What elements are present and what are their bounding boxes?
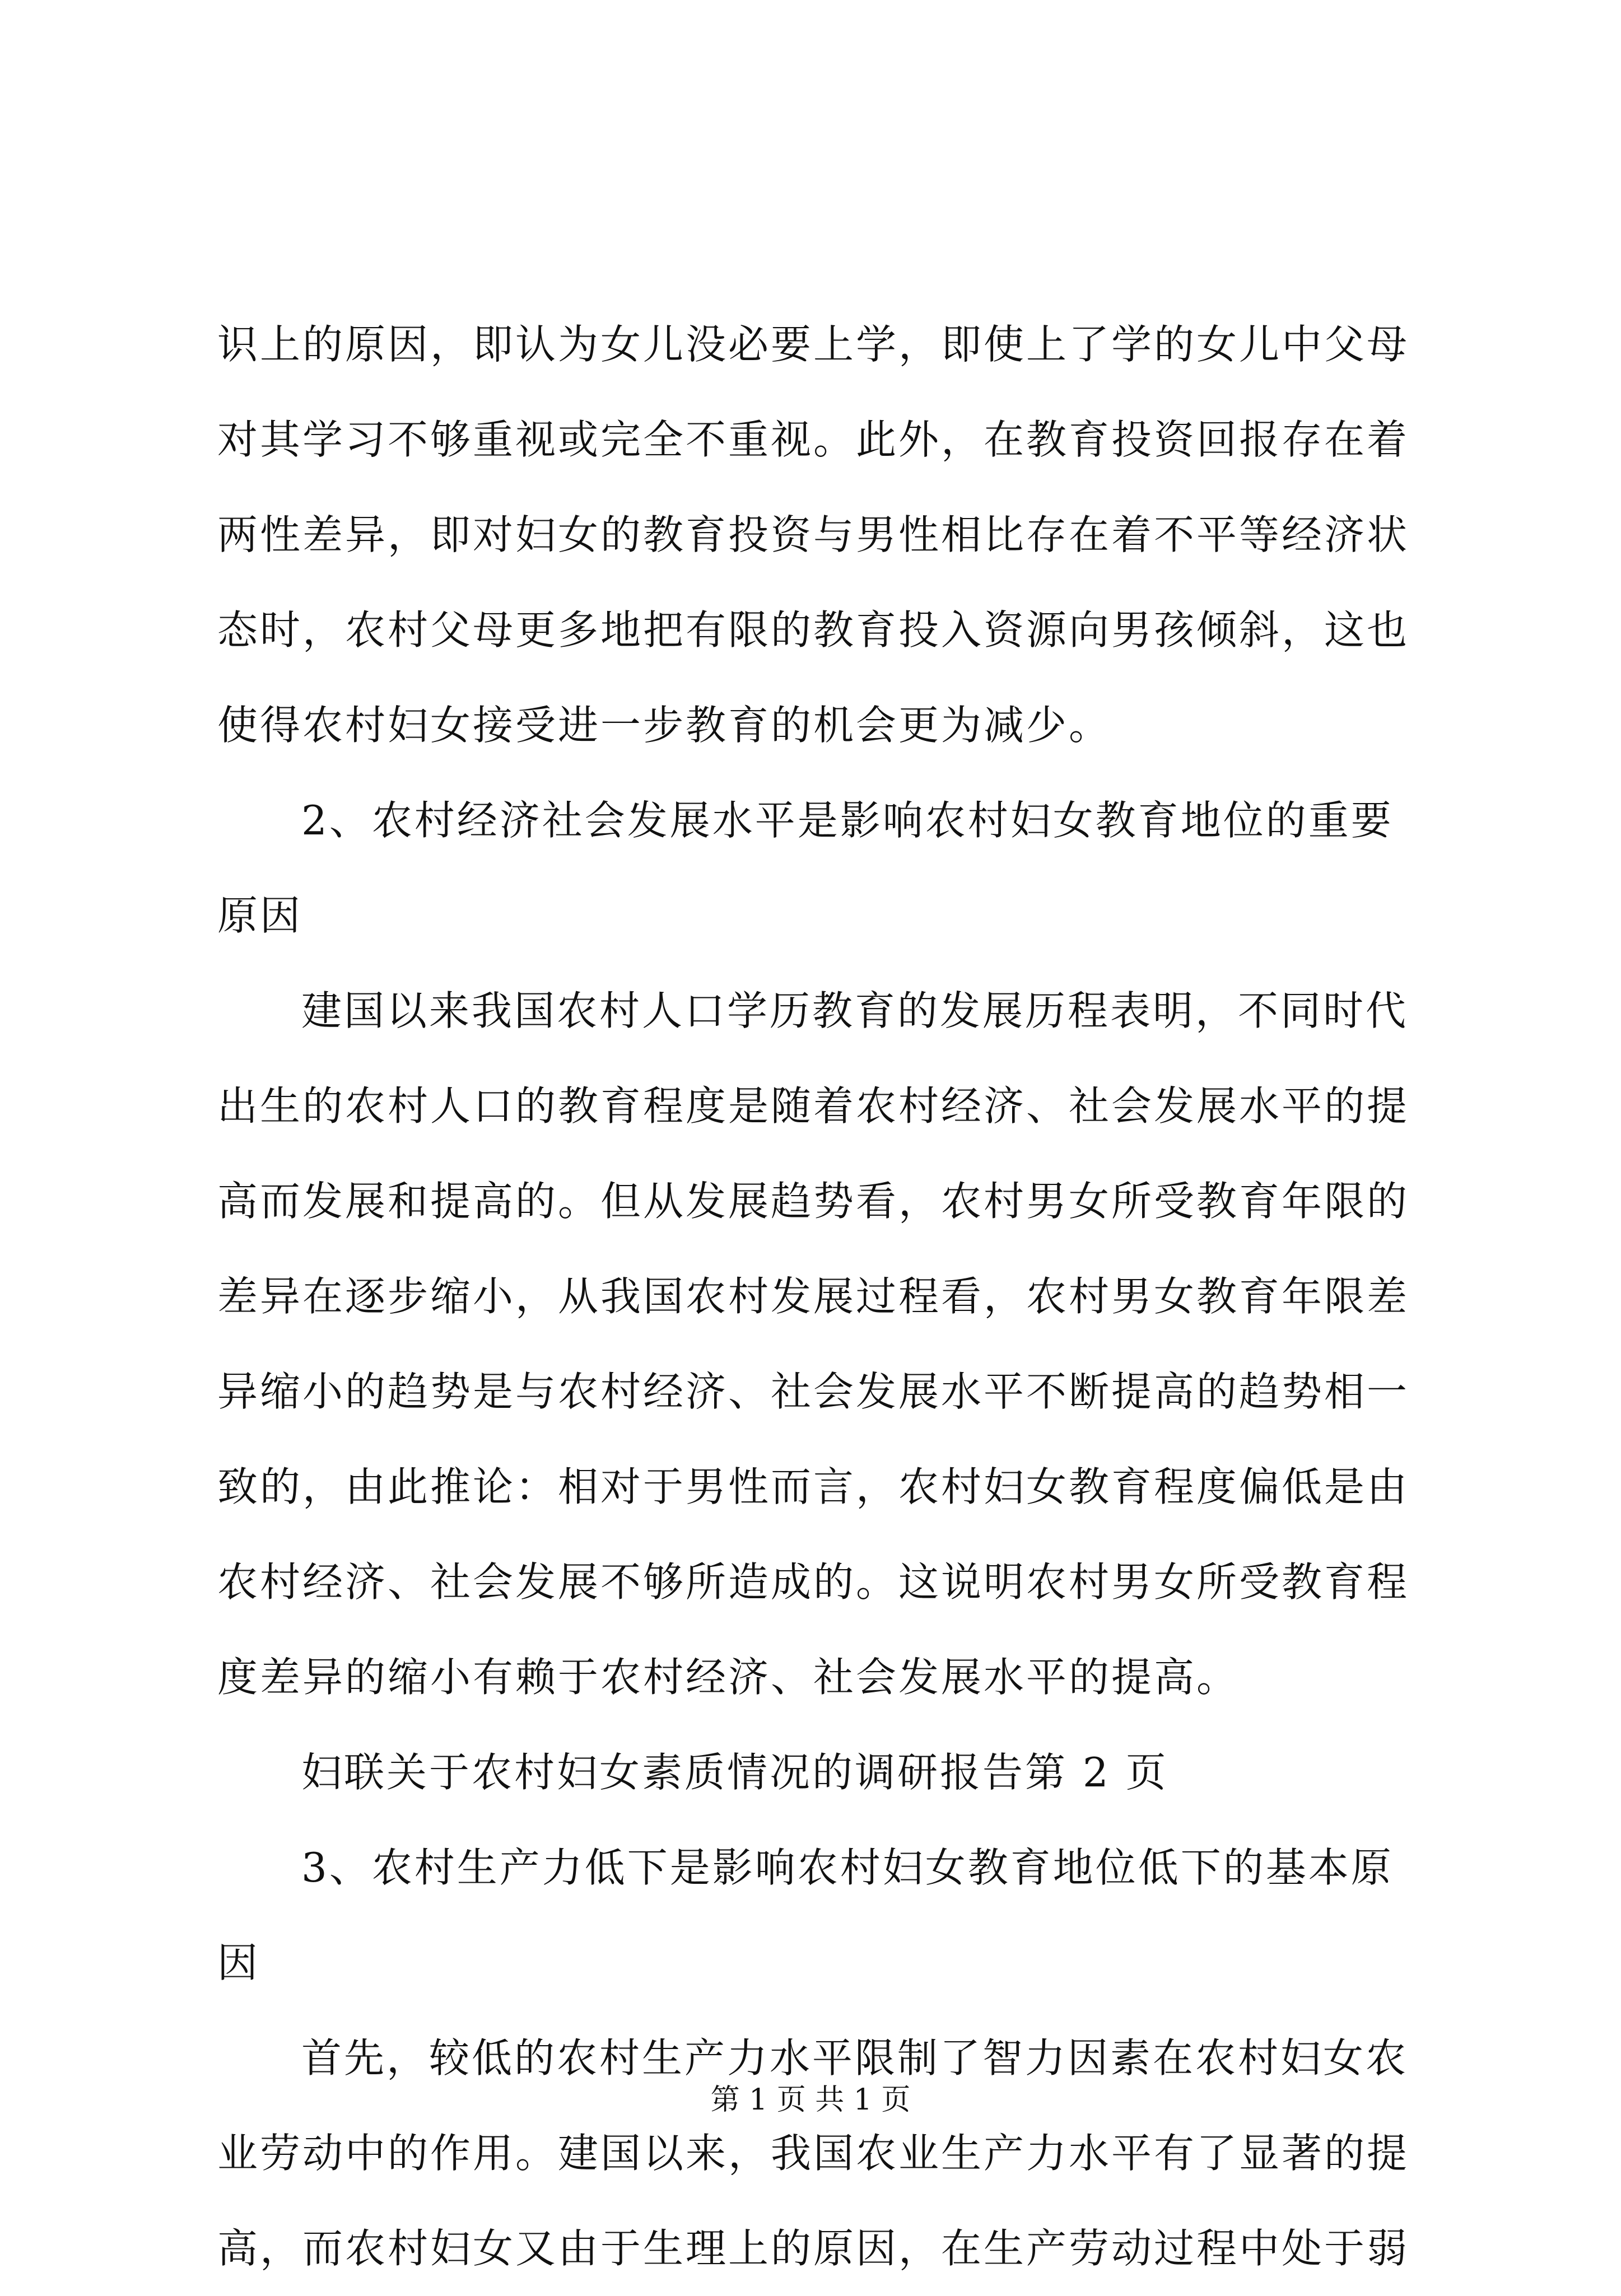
text-line: 因 <box>217 1939 260 1986</box>
text-line: 原因 <box>217 892 303 939</box>
page-footer: 第 1 页 共 1 页 <box>710 2083 911 2117</box>
text-line: 态时，农村父母更多地把有限的教育投入资源向男孩倾斜，这也 <box>217 606 1410 654</box>
text-line: 建国以来我国农村人口学历教育的发展历程表明，不同时代 <box>301 987 1409 1034</box>
text-line: 农村经济、社会发展不够所造成的。这说明农村男女所受教育程 <box>217 1558 1410 1606</box>
text-line: 致的，由此推论：相对于男性而言，农村妇女教育程度偏低是由 <box>217 1463 1410 1510</box>
text-line: 两性差异，即对妇女的教育投资与男性相比存在着不平等经济状 <box>217 511 1410 558</box>
text-line: 3、农村生产力低下是影响农村妇女教育地位低下的基本原 <box>301 1844 1394 1891</box>
text-line: 度差异的缩小有赖于农村经济、社会发展水平的提高。 <box>217 1654 1240 1701</box>
text-line: 2、农村经济社会发展水平是影响农村妇女教育地位的重要 <box>301 797 1394 844</box>
document-body <box>217 297 1422 2296</box>
text-line: 识上的原因，即认为女儿没必要上学，即使上了学的女儿中父母 <box>217 321 1410 368</box>
text-line: 业劳动中的作用。建国以来，我国农业生产力水平有了显著的提 <box>217 2130 1410 2177</box>
text-line: 高，而农村妇女又由于生理上的原因，在生产劳动过程中处于弱 <box>217 2225 1410 2272</box>
text-line: 异缩小的趋势是与农村经济、社会发展水平不断提高的趋势相一 <box>217 1368 1410 1415</box>
text-line: 首先，较低的农村生产力水平限制了智力因素在农村妇女农 <box>301 2034 1409 2082</box>
text-line: 使得农村妇女接受进一步教育的机会更为减少。 <box>217 702 1112 749</box>
text-line: 对其学习不够重视或完全不重视。此外，在教育投资回报存在着 <box>217 416 1410 463</box>
text-line: 差异在逐步缩小，从我国农村发展过程看，农村男女教育年限差 <box>217 1273 1410 1320</box>
text-line: 出生的农村人口的教育程度是随着农村经济、社会发展水平的提 <box>217 1082 1410 1130</box>
text-line: 妇联关于农村妇女素质情况的调研报告第 2 页 <box>301 1749 1168 1796</box>
text-line: 高而发展和提高的。但从发展趋势看，农村男女所受教育年限的 <box>217 1178 1410 1225</box>
